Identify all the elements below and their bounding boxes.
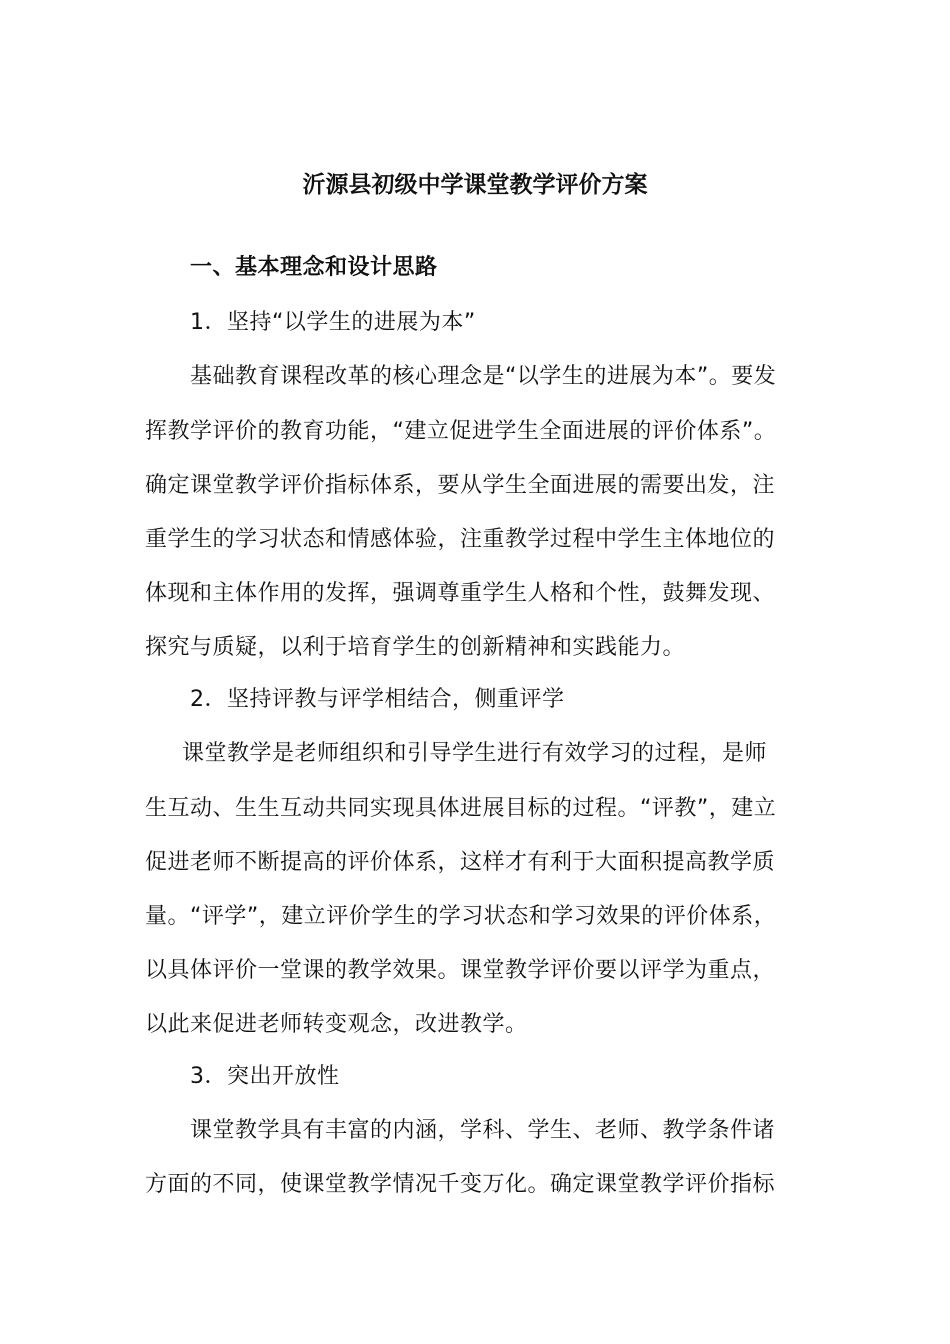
paragraph-1-line: 确定课堂教学评价指标体系，要从学生全面进展的需要出发，注 — [145, 473, 776, 498]
paragraph-1-line: 挥教学评价的教育功能，“建立促进学生全面进展的评价体系”。 — [145, 419, 777, 444]
paragraph-1-line: 重学生的学习状态和情感体验，注重教学过程中学生主体地位的 — [145, 527, 776, 552]
paragraph-1-line: 基础教育课程改革的核心理念是“以学生的进展为本”。要发 — [190, 364, 777, 389]
item-heading-1: 1．坚持“以学生的进展为本” — [190, 310, 476, 335]
paragraph-2-line: 课堂教学是老师组织和引导学生进行有效学习的过程，是师 — [182, 741, 768, 766]
paragraph-1-line: 体现和主体作用的发挥，强调尊重学生人格和个性，鼓舞发现、 — [145, 581, 776, 606]
section-heading: 一、基本理念和设计思路 — [190, 255, 438, 280]
paragraph-2-line: 量。“评学”，建立评价学生的学习状态和学习效果的评价体系， — [145, 904, 777, 929]
paragraph-2-line: 以具体评价一堂课的教学效果。课堂教学评价要以评学为重点， — [145, 958, 776, 983]
paragraph-2-line: 生互动、生生互动共同实现具体进展目标的过程。“评教”，建立 — [145, 796, 777, 821]
paragraph-2-line: 以此来促进老师转变观念，改进教学。 — [145, 1012, 528, 1037]
item-heading-2: 2．坚持评教与评学相结合，侧重评学 — [190, 687, 565, 712]
paragraph-1-line: 探究与质疑，以利于培育学生的创新精神和实践能力。 — [145, 635, 686, 660]
paragraph-3-line: 方面的不同，使课堂教学情况千变万化。确定课堂教学评价指标 — [145, 1172, 776, 1197]
document-title: 沂源县初级中学课堂教学评价方案 — [302, 172, 648, 198]
paragraph-2-line: 促进老师不断提高的评价体系，这样才有利于大面积提高教学质 — [145, 850, 776, 875]
item-heading-3: 3．突出开放性 — [190, 1064, 340, 1089]
paragraph-3-line: 课堂教学具有丰富的内涵，学科、学生、老师、教学条件诸 — [190, 1118, 776, 1143]
